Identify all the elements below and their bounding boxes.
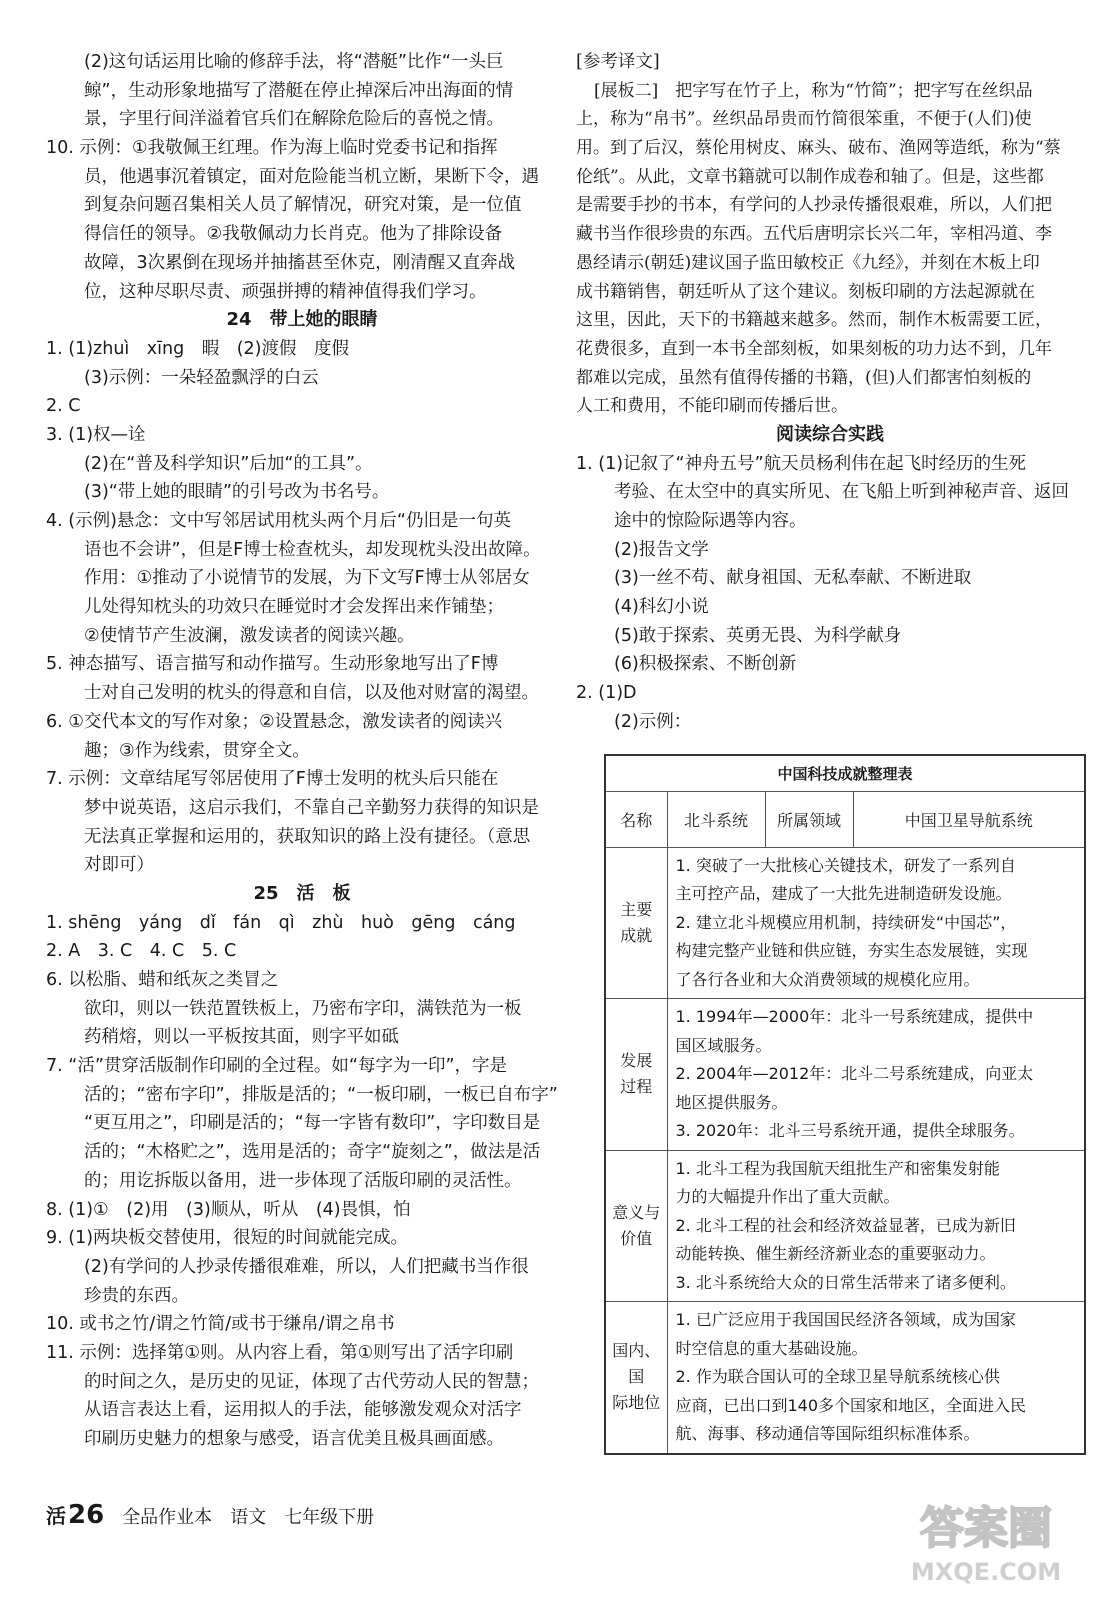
answer-line: 6. ①交代本文的写作对象；②设置悬念，激发读者的阅读兴 <box>46 711 503 732</box>
row-label <box>605 999 667 1151</box>
answer-line: 7. 示例：文章结尾写邻居使用了F博士发明的枕头后只能在 <box>46 769 499 790</box>
row-content-line: 构建完整产业链和供应链，夯实生态发展链，实现 <box>675 941 1028 960</box>
achievement-table <box>604 754 1086 1455</box>
row-content-line: 2. 2004年—2012年：北斗二号系统建成，向亚太 <box>675 1064 1034 1083</box>
answer-line: 1. (1)记叙了“神舟五号”航天员杨利伟在起飞时经历的生死 <box>576 453 1027 474</box>
answer-line: 10. 示例：①我敬佩王红理。作为海上临时党委书记和指挥 <box>46 138 498 159</box>
translation-line: 用。到了后汉，蔡伦用树皮、麻头、破布、渔网等造纸，称为“蔡 <box>576 138 1061 159</box>
answer-line: 活的；“密布字印”，排版是活的；“一板印刷，一板已自布字” <box>84 1084 558 1105</box>
left-column <box>46 48 558 1454</box>
row-content-line: 力的大幅提升作出了重大贡献。 <box>675 1187 900 1206</box>
header-field: 所属领域 <box>765 791 853 847</box>
row-label <box>605 1150 667 1302</box>
row-label-line: 意义与 <box>612 1202 661 1222</box>
name-value: 北斗系统 <box>667 791 765 847</box>
table-row <box>605 1302 1085 1454</box>
row-content <box>667 847 1085 999</box>
answer-line: 途中的惊险际遇等内容。 <box>614 511 807 531</box>
answer-line: 3. (1)权—诠 <box>46 424 146 445</box>
answer-line: 故障，3次累倒在现场并抽搐甚至休克，刚清醒又直奔战 <box>84 252 516 273</box>
answer-line: 无法真正掌握和运用的，获取知识的路上没有捷径。（意思 <box>84 826 531 847</box>
table-row <box>605 1150 1085 1302</box>
row-label-line: 价值 <box>620 1228 653 1248</box>
translation-line: 都难以完成，虽然有值得传播的书籍，(但)人们都害怕刻板的 <box>576 367 1032 388</box>
answer-line: (4)科幻小说 <box>614 597 709 618</box>
translation-line: [展板二] 把字写在竹子上，称为“竹简”；把字写在丝织品 <box>594 80 1033 101</box>
answer-line: 4. (示例)悬念：文中写邻居试用枕头两个月后“仍旧是一句英 <box>46 511 511 531</box>
answer-line: 药稍熔，则以一平板按其面，则字平如砥 <box>84 1027 399 1048</box>
row-content-line: 1. 1994年—2000年：北斗一号系统建成，提供中 <box>675 1007 1034 1026</box>
row-content-line: 航、海事、移动通信等国际组织标准体系。 <box>675 1424 980 1443</box>
translation-line: 上，称为“帛书”。丝织品昂贵而竹简很笨重，不便于(人们)使 <box>576 109 1032 130</box>
answer-line: 到复杂问题召集相关人员了解情况，研究对策，是一位值 <box>84 195 522 216</box>
translation-line: 成书籍销售，朝廷听从了这个建议。刻板印刷的方法起源就在 <box>576 281 1035 302</box>
row-content-line: 时空信息的重大基础设施。 <box>675 1338 868 1358</box>
section-heading: 25 活 板 <box>253 882 351 904</box>
reference-translation-tag: [参考译文] <box>576 52 660 72</box>
row-content <box>667 999 1085 1151</box>
answer-line: 从语言表达上看，运用拟人的手法，能够激发观众对活字 <box>84 1400 522 1421</box>
translation-line: 这里，因此，天下的书籍越来越多。然而，制作木板需要工匠， <box>576 310 1052 331</box>
answer-line: 10. 或书之竹/谓之竹简/或书于缣帛/谓之帛书 <box>46 1314 395 1335</box>
answer-line: (2)这句话运用比喻的修辞手法，将“潜艇”比作“一头巨 <box>84 52 504 72</box>
answer-line: 语也不会讲”，但是F博士检查枕头，却发现枕头没出故障。 <box>84 539 541 560</box>
row-content-line: 动能转换、催生新经济新业态的重要驱动力。 <box>675 1244 996 1263</box>
answer-line: 2. A 3. C 4. C 5. C <box>46 941 237 962</box>
row-content-line: 2. 北斗工程的社会和经济效益显著，已成为新旧 <box>675 1215 1016 1235</box>
answer-line: 儿处得知枕头的功效只在睡觉时才会发挥出来作铺垫； <box>84 597 504 618</box>
answer-line: “更互用之”，印刷是活的；“每一字皆有数印”，字印数目是 <box>84 1113 541 1134</box>
row-content-line: 1. 突破了一大批核心关键技术，研发了一系列自 <box>675 855 1016 875</box>
answer-line: 景，字里行间洋溢着官兵们在解除危险后的喜悦之情。 <box>84 109 504 130</box>
answer-line: (6)积极探索、不断创新 <box>614 654 797 675</box>
answer-line: (3)“带上她的眼睛”的引号改为书名号。 <box>84 482 390 503</box>
watermark-top: 答案圈 <box>920 1503 1052 1554</box>
answer-line: ②使情节产生波澜，激发读者的阅读兴趣。 <box>84 625 415 646</box>
answer-line: 活的；“木格贮之”，选用是活的；奇字“旋刻之”，做法是活 <box>84 1142 541 1163</box>
row-label <box>605 1302 667 1454</box>
row-content-line: 3. 北斗系统给大众的日常生活带来了诸多便利。 <box>675 1272 1016 1292</box>
answer-line: (2)报告文学 <box>614 539 709 560</box>
answer-line: 士对自己发明的枕头的得意和自信，以及他对财富的渴望。 <box>84 683 539 704</box>
page-footer <box>46 1500 374 1540</box>
row-content-line: 地区提供服务。 <box>675 1092 788 1112</box>
answer-line: 梦中说英语，这启示我们，不靠自己辛勤努力获得的知识是 <box>84 797 539 818</box>
answer-line: 5. 神态描写、语言描写和动作描写。生动形象地写出了F博 <box>46 654 499 675</box>
answer-line: (3)示例：一朵轻盈飘浮的白云 <box>84 367 319 388</box>
answer-line: 位，这种尽职尽责、顽强拼搏的精神值得我们学习。 <box>84 281 487 302</box>
row-content-line: 2. 作为联合国认可的全球卫星导航系统核心供 <box>675 1367 1000 1386</box>
row-content-line: 1. 已广泛应用于我国国民经济各领域，成为国家 <box>675 1310 1016 1329</box>
answer-line: 2. (1)D <box>576 683 637 704</box>
table-row <box>605 999 1085 1151</box>
section-heading: 24 带上她的眼睛 <box>226 309 378 331</box>
row-label-line: 主要 <box>620 899 653 919</box>
answer-line: 趣；③作为线索，贯穿全文。 <box>84 740 310 761</box>
table-row <box>605 847 1085 999</box>
answer-line: 8. (1)① (2)用 (3)顺从，听从 (4)畏惧，怕 <box>46 1199 411 1220</box>
subject: 语文 <box>230 1507 267 1528</box>
watermark-logo <box>886 1488 1086 1588</box>
translation-line: 是需要手抄的书本，有学问的人抄录传播很艰难，所以，人们把 <box>576 195 1052 216</box>
answer-line: 作用：①推动了小说情节的发展，为下文写F博士从邻居女 <box>84 568 530 589</box>
answer-line: 2. C <box>46 396 81 417</box>
row-label-line: 际地位 <box>612 1393 661 1413</box>
answer-line: 7. “活”贯穿活版制作印刷的全过程。如“每字为一印”，字是 <box>46 1056 508 1077</box>
right-column <box>576 48 1084 737</box>
field-value: 中国卫星导航系统 <box>853 791 1085 847</box>
answer-line: (3)一丝不苟、献身祖国、无私奉献、不断进取 <box>614 568 972 589</box>
row-content-line: 国区域服务。 <box>675 1035 772 1055</box>
answer-line: 对即可） <box>84 855 154 876</box>
translation-line: 愚经请示(朝廷)建议国子监田敏校正《九经》，并刻在木板上印 <box>576 252 1040 273</box>
row-content <box>667 1302 1085 1454</box>
translation-line: 藏书当作很珍贵的东西。五代后唐明宗长兴二年，宰相冯道、李 <box>576 224 1052 245</box>
row-content-line: 3. 2020年：北斗三号系统开通，提供全球服务。 <box>675 1121 1025 1140</box>
answer-line: 珍贵的东西。 <box>84 1285 189 1306</box>
answer-line: 考验、在太空中的真实所见、在飞船上听到神秘声音、返回 <box>614 482 1069 503</box>
answer-line: 1. shēng yáng dǐ fán qì zhù huò gēng cáng <box>46 912 516 933</box>
answer-line: (2)有学问的人抄录传播很难难，所以，人们把藏书当作很 <box>84 1256 529 1277</box>
row-content <box>667 1150 1085 1302</box>
answer-line: 1. (1)zhuì xīng 暇 (2)渡假 度假 <box>46 338 349 359</box>
answer-line: 6. 以松脂、蜡和纸灰之类冒之 <box>46 970 279 990</box>
translation-line: 人工和费用，不能印刷而传播后世。 <box>576 396 848 417</box>
reading-practice-answers <box>576 450 1084 737</box>
row-label <box>605 847 667 999</box>
answer-line: 的时间之久，是历史的见证，体现了古代劳动人民的智慧； <box>84 1371 539 1392</box>
page-number: 活26 <box>46 1500 105 1530</box>
row-content-line: 应商，已出口到140多个国家和地区，全面进入民 <box>675 1395 1027 1415</box>
row-label-line: 过程 <box>620 1077 653 1097</box>
answer-line: 欲印，则以一铁范置铁板上，乃密布字印，满铁范为一板 <box>84 998 522 1019</box>
answer-line: (2)示例： <box>614 711 692 732</box>
row-label-line: 发展 <box>620 1051 653 1071</box>
answer-line: 9. (1)两块板交替使用，很短的时间就能完成。 <box>46 1228 409 1249</box>
answer-line: 得信任的领导。②我敬佩动力长肖克。他为了排除设备 <box>84 224 503 245</box>
row-content-line: 了各行各业和大众消费领域的规模化应用。 <box>675 969 980 989</box>
book-title: 全品作业本 <box>122 1507 213 1528</box>
answer-line: 员，他遇事沉着镇定，面对危险能当机立断，果断下令，遇 <box>84 166 539 187</box>
header-name: 名称 <box>605 791 667 847</box>
grade: 七年级下册 <box>284 1507 375 1528</box>
section-title: 阅读综合实践 <box>776 423 884 445</box>
translation-line: 花费很多，直到一本书全部刻板，如果刻板的功力达不到，几年 <box>576 338 1052 359</box>
row-label-line: 国内、国 <box>612 1341 661 1387</box>
row-content-line: 1. 北斗工程为我国航天组批生产和密集发射能 <box>675 1158 1000 1178</box>
row-content-line: 2. 建立北斗规模应用机制，持续研发“中国芯”， <box>675 912 1017 932</box>
table-title: 中国科技成就整理表 <box>605 755 1085 791</box>
reference-translation <box>576 77 1084 421</box>
row-label-line: 成就 <box>620 925 653 945</box>
answer-line: 鲸”，生动形象地描写了潜艇在停止掉深后冲出海面的情 <box>84 80 514 101</box>
row-content-line: 主可控产品，建成了一大批先进制造研发设施。 <box>675 884 1012 903</box>
translation-line: 伦纸”。从此，文章书籍就可以制作成卷和轴了。但是，这些都 <box>576 166 1044 187</box>
answer-line: (2)在“普及科学知识”后加“的工具”。 <box>84 453 373 474</box>
answer-line: (5)敢于探索、英勇无畏、为科学献身 <box>614 625 902 646</box>
answer-line: 印刷历史魅力的想象与感受，语言优美且极具画面感。 <box>84 1429 504 1449</box>
watermark-bottom: MXQE.COM <box>910 1558 1062 1586</box>
answer-line: 11. 示例：选择第①则。从内容上看，第①则写出了活字印刷 <box>46 1342 514 1363</box>
answer-line: 的；用讫拆版以备用，进一步体现了活版印刷的灵活性。 <box>84 1170 522 1191</box>
